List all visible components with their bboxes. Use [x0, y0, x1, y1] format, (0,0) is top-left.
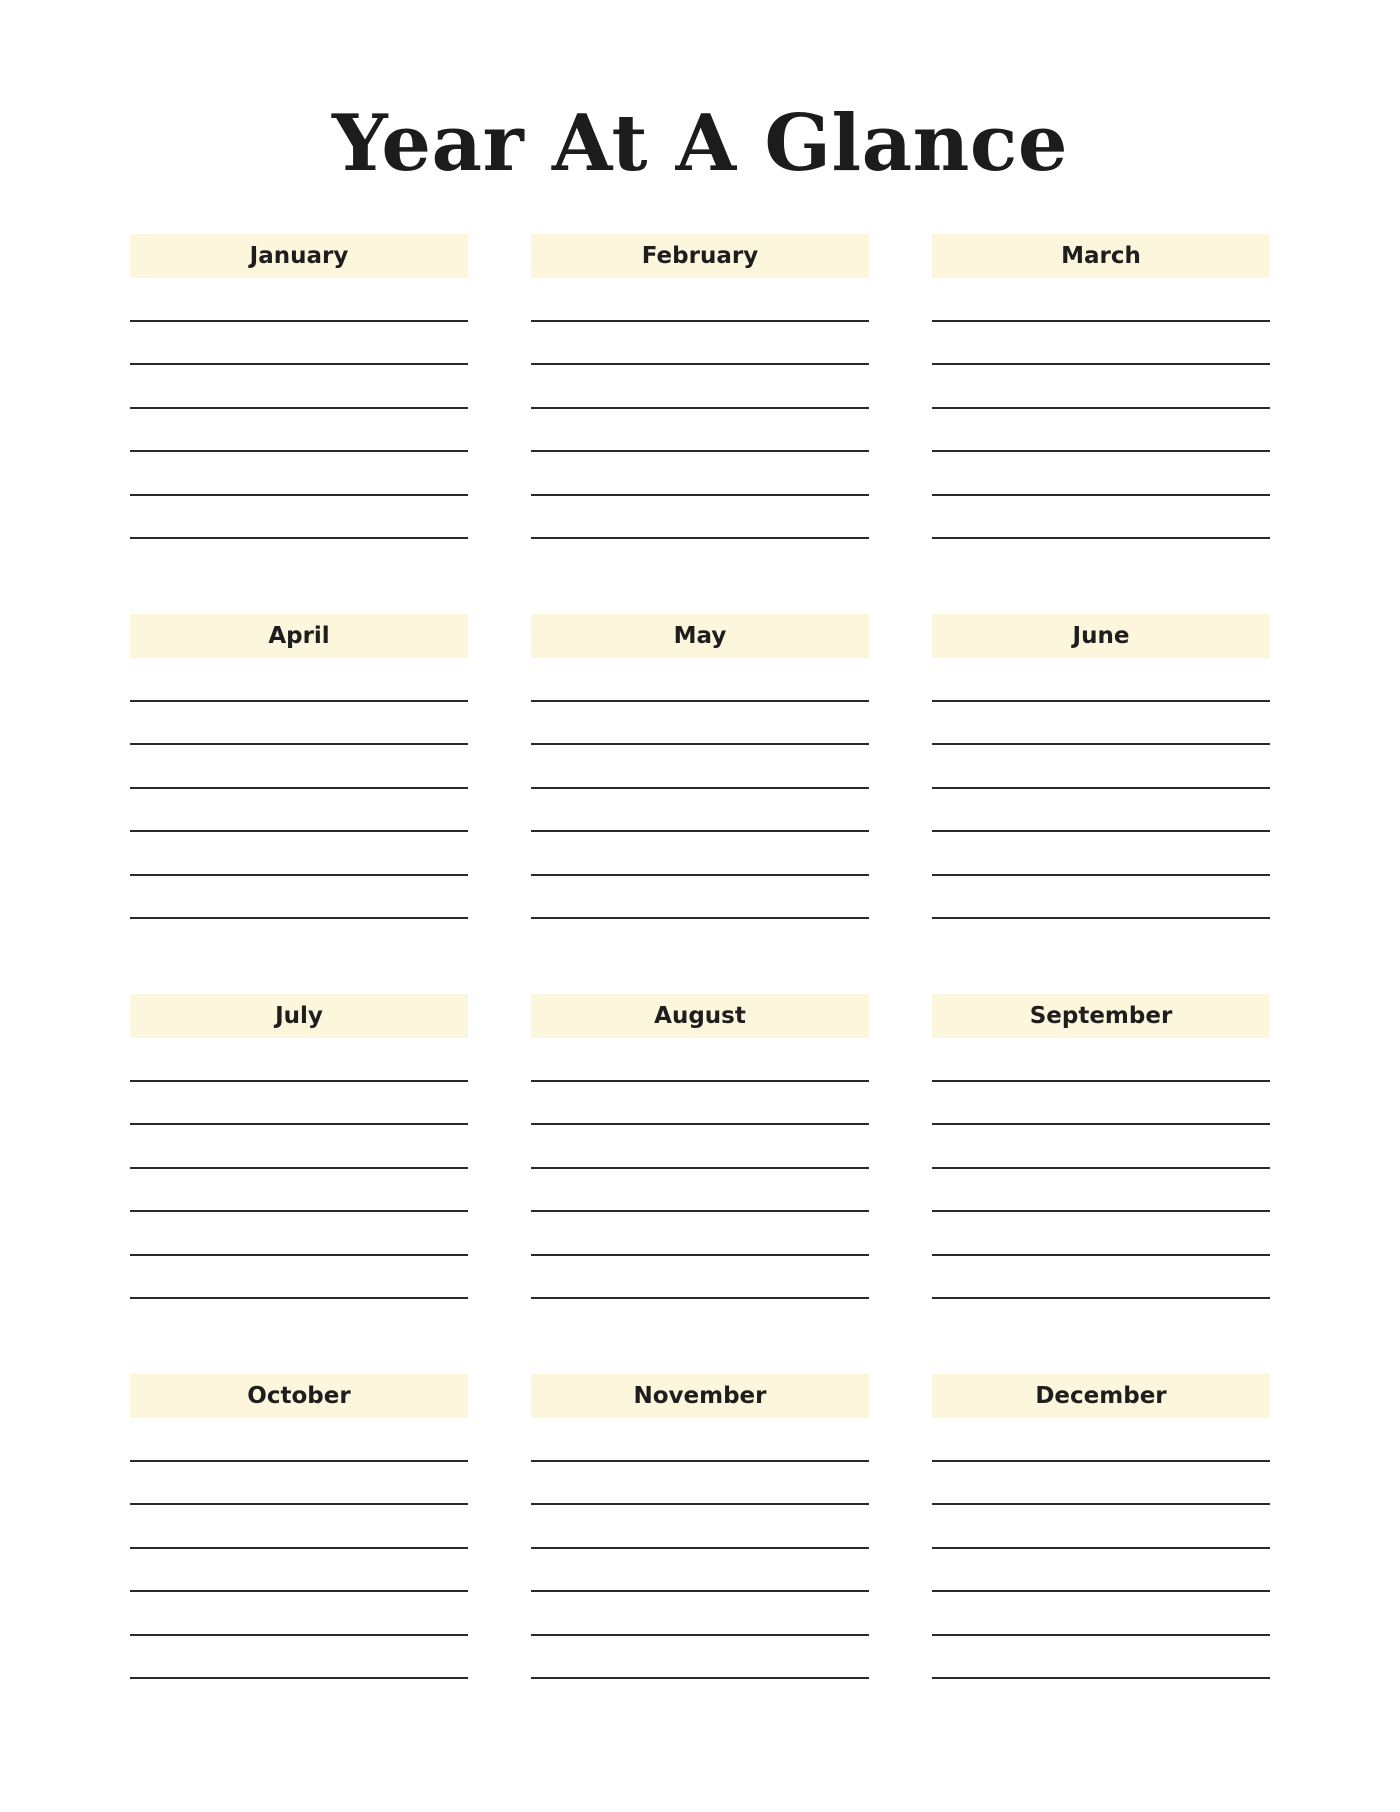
writing-line[interactable] — [932, 1212, 1270, 1256]
writing-line[interactable] — [130, 745, 468, 789]
writing-line[interactable] — [932, 702, 1270, 746]
writing-line[interactable] — [932, 1256, 1270, 1300]
writing-line[interactable] — [932, 409, 1270, 453]
writing-line[interactable] — [932, 1505, 1270, 1549]
month-block-august — [531, 994, 869, 1299]
month-header: May — [531, 614, 869, 658]
writing-line[interactable] — [130, 278, 468, 322]
writing-line[interactable] — [130, 876, 468, 920]
month-header: February — [531, 234, 869, 278]
writing-line[interactable] — [531, 702, 869, 746]
writing-line[interactable] — [531, 1505, 869, 1549]
writing-line[interactable] — [932, 1636, 1270, 1680]
month-block-july — [130, 994, 468, 1299]
month-block-november — [531, 1374, 869, 1679]
month-header: December — [932, 1374, 1270, 1418]
month-header: July — [130, 994, 468, 1038]
writing-line[interactable] — [130, 452, 468, 496]
writing-line[interactable] — [130, 1212, 468, 1256]
writing-line[interactable] — [932, 1462, 1270, 1506]
month-header: January — [130, 234, 468, 278]
writing-line[interactable] — [932, 789, 1270, 833]
month-header: August — [531, 994, 869, 1038]
month-block-april — [130, 614, 468, 919]
writing-lines[interactable] — [932, 658, 1270, 919]
writing-line[interactable] — [130, 789, 468, 833]
writing-line[interactable] — [130, 1462, 468, 1506]
page-title: Year At A Glance — [332, 98, 1068, 189]
writing-line[interactable] — [531, 876, 869, 920]
month-block-february — [531, 234, 869, 539]
writing-line[interactable] — [531, 1038, 869, 1082]
writing-line[interactable] — [531, 832, 869, 876]
writing-line[interactable] — [531, 322, 869, 366]
writing-line[interactable] — [130, 658, 468, 702]
writing-lines[interactable] — [531, 278, 869, 539]
writing-line[interactable] — [932, 1592, 1270, 1636]
month-header: April — [130, 614, 468, 658]
writing-lines[interactable] — [130, 658, 468, 919]
writing-line[interactable] — [130, 1169, 468, 1213]
writing-line[interactable] — [932, 1125, 1270, 1169]
writing-line[interactable] — [130, 365, 468, 409]
writing-lines[interactable] — [130, 278, 468, 539]
writing-lines[interactable] — [531, 1038, 869, 1299]
writing-line[interactable] — [130, 1505, 468, 1549]
writing-line[interactable] — [531, 1256, 869, 1300]
month-header: March — [932, 234, 1270, 278]
month-block-october — [130, 1374, 468, 1679]
month-block-january — [130, 234, 468, 539]
writing-line[interactable] — [130, 496, 468, 540]
writing-line[interactable] — [932, 1549, 1270, 1593]
writing-lines[interactable] — [531, 1418, 869, 1679]
month-block-march — [932, 234, 1270, 539]
writing-lines[interactable] — [932, 1418, 1270, 1679]
writing-lines[interactable] — [130, 1038, 468, 1299]
writing-line[interactable] — [531, 1082, 869, 1126]
writing-line[interactable] — [531, 745, 869, 789]
writing-line[interactable] — [932, 365, 1270, 409]
writing-line[interactable] — [932, 658, 1270, 702]
writing-line[interactable] — [932, 452, 1270, 496]
writing-line[interactable] — [130, 1592, 468, 1636]
month-header: October — [130, 1374, 468, 1418]
writing-line[interactable] — [531, 1462, 869, 1506]
writing-line[interactable] — [130, 1125, 468, 1169]
writing-line[interactable] — [130, 1418, 468, 1462]
writing-lines[interactable] — [531, 658, 869, 919]
writing-line[interactable] — [932, 278, 1270, 322]
writing-line[interactable] — [531, 658, 869, 702]
month-header: September — [932, 994, 1270, 1038]
writing-line[interactable] — [531, 1418, 869, 1462]
writing-line[interactable] — [130, 832, 468, 876]
writing-line[interactable] — [932, 1418, 1270, 1462]
writing-line[interactable] — [130, 322, 468, 366]
writing-line[interactable] — [932, 876, 1270, 920]
writing-lines[interactable] — [932, 1038, 1270, 1299]
writing-line[interactable] — [130, 1082, 468, 1126]
writing-line[interactable] — [130, 1636, 468, 1680]
writing-line[interactable] — [932, 1038, 1270, 1082]
writing-line[interactable] — [130, 702, 468, 746]
writing-line[interactable] — [531, 452, 869, 496]
writing-line[interactable] — [932, 322, 1270, 366]
writing-line[interactable] — [531, 278, 869, 322]
writing-line[interactable] — [531, 1125, 869, 1169]
writing-line[interactable] — [932, 745, 1270, 789]
writing-line[interactable] — [130, 1256, 468, 1300]
month-block-december — [932, 1374, 1270, 1679]
writing-line[interactable] — [531, 1212, 869, 1256]
writing-line[interactable] — [531, 1549, 869, 1593]
writing-line[interactable] — [932, 1082, 1270, 1126]
month-block-may — [531, 614, 869, 919]
month-header: November — [531, 1374, 869, 1418]
writing-line[interactable] — [531, 1636, 869, 1680]
writing-line[interactable] — [531, 496, 869, 540]
writing-lines[interactable] — [932, 278, 1270, 539]
writing-line[interactable] — [130, 1549, 468, 1593]
writing-line[interactable] — [932, 1169, 1270, 1213]
writing-line[interactable] — [130, 409, 468, 453]
month-block-september — [932, 994, 1270, 1299]
writing-line[interactable] — [130, 1038, 468, 1082]
writing-line[interactable] — [531, 1169, 869, 1213]
writing-line[interactable] — [932, 832, 1270, 876]
writing-lines[interactable] — [130, 1418, 468, 1679]
month-header: June — [932, 614, 1270, 658]
writing-line[interactable] — [531, 365, 869, 409]
writing-line[interactable] — [531, 409, 869, 453]
writing-line[interactable] — [531, 1592, 869, 1636]
writing-line[interactable] — [531, 789, 869, 833]
writing-line[interactable] — [932, 496, 1270, 540]
month-block-june — [932, 614, 1270, 919]
